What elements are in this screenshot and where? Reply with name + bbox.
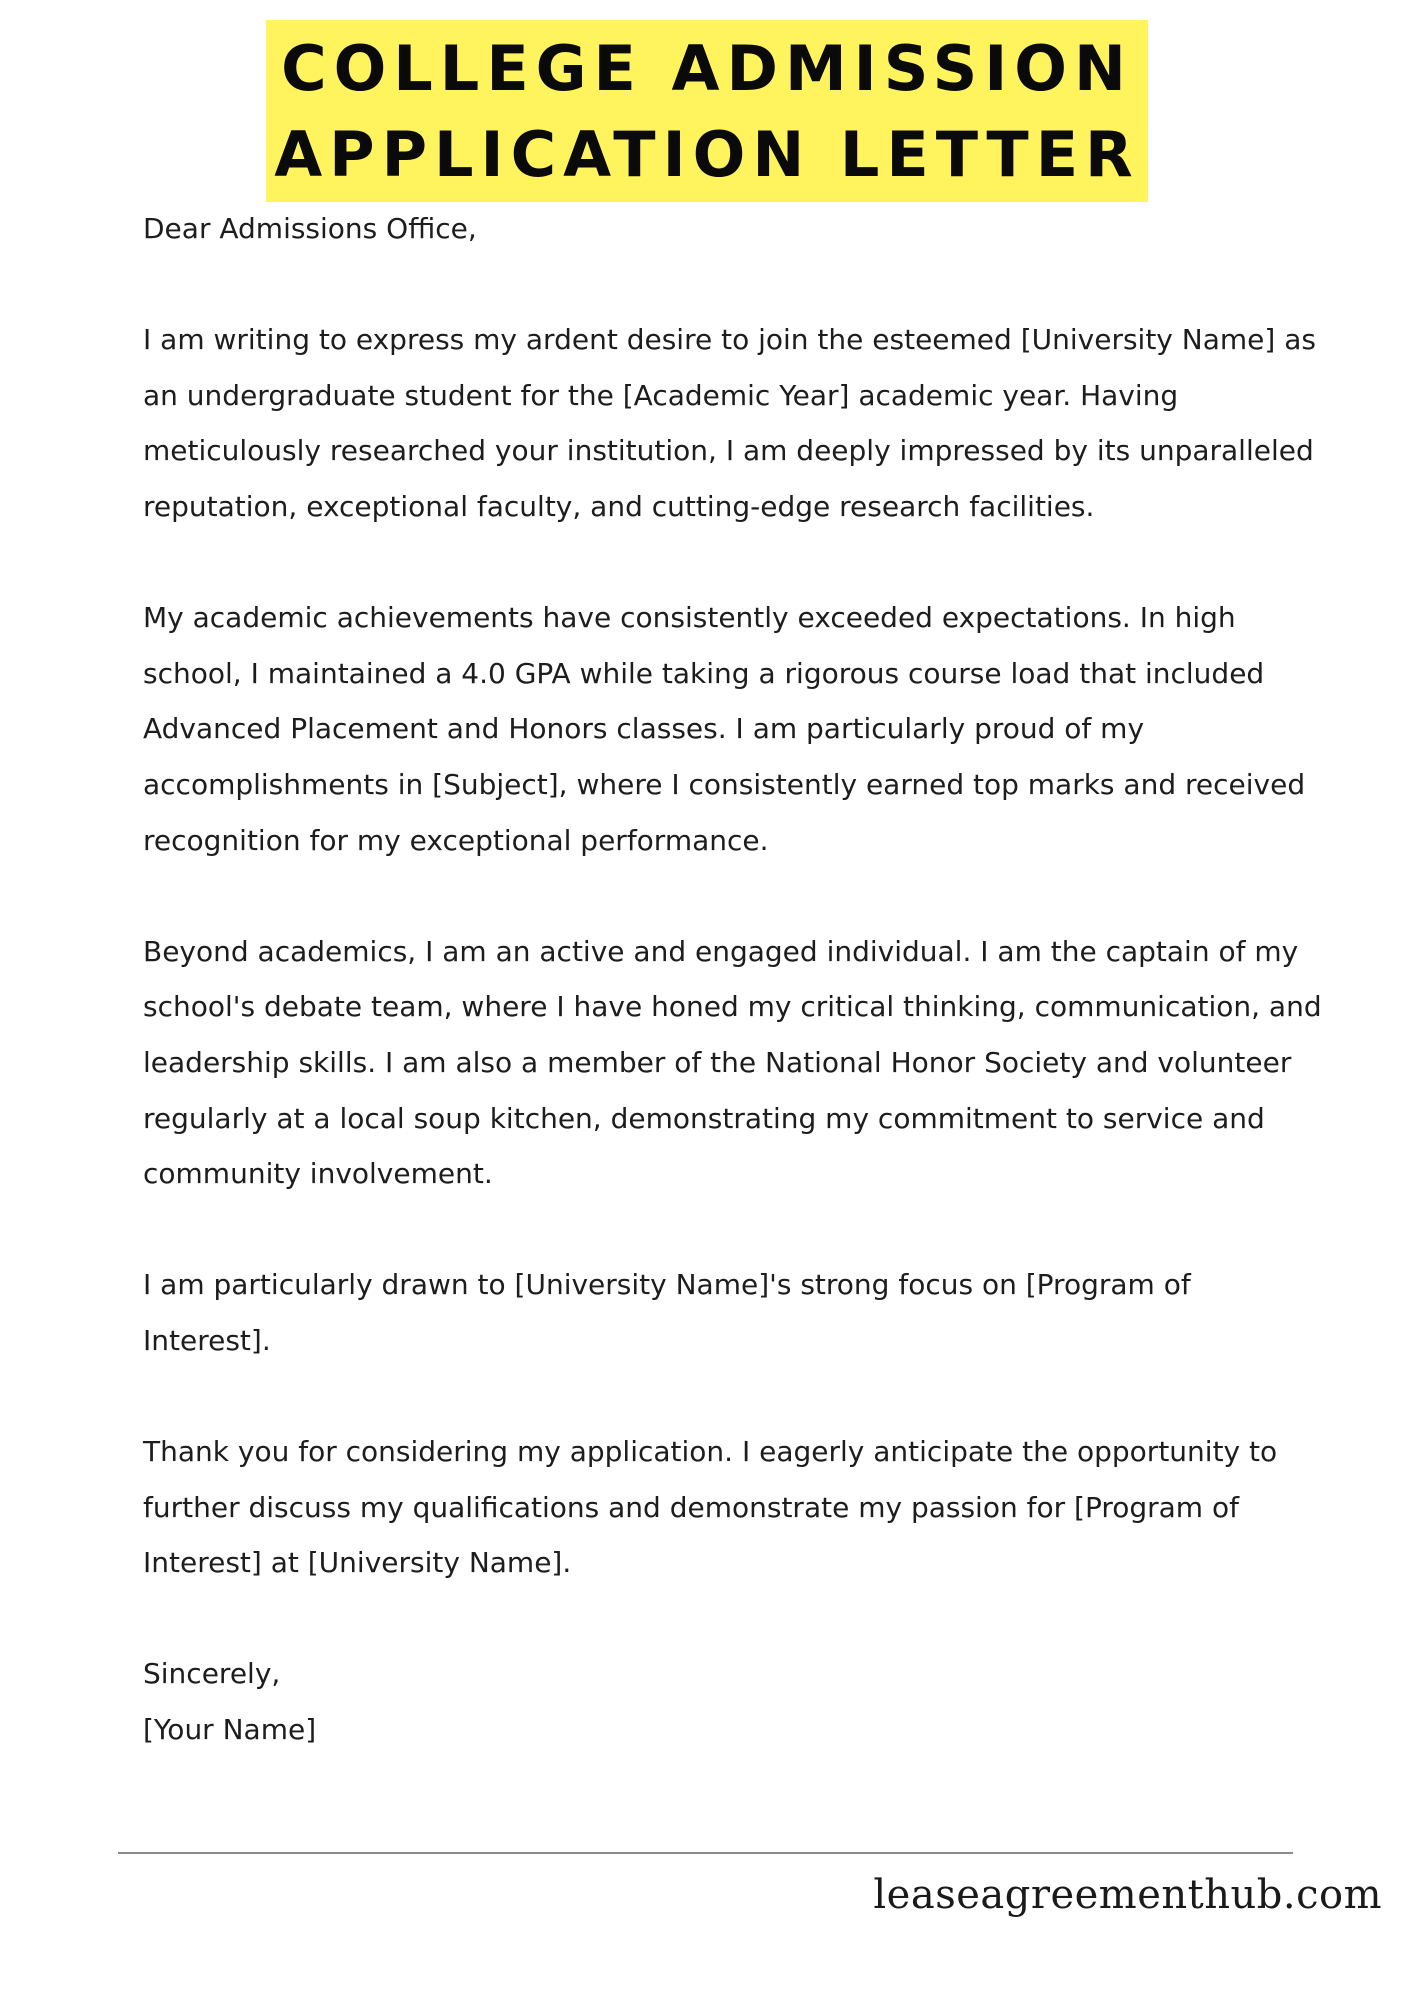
footer-site-name: leaseagreementhub.com: [873, 1872, 1382, 1918]
paragraph-extracurricular: Beyond academics, I am an active and engaged individual. I am the captain of my school's debate team, where I have honed my critical thinking, communication, and leadership skills. I am also a member of the National Honor Society and volunteer regularly at a local soup kitchen, demonstrating my commitment to service and community involvement.: [143, 934, 1322, 1191]
paragraph-intro: I am writing to express my ardent desire to join the esteemed [University Name] as an undergraduate student for the [Academic Year] academic year. Having meticulously researched your institution, I am deeply impressed by its unparalleled reputation, exceptional faculty, and cutting-edge research facilities.: [143, 323, 1316, 523]
title-line-1: COLLEGE ADMISSION: [281, 32, 1133, 105]
letter-body: [143, 201, 1323, 1758]
footer-divider: [118, 1852, 1293, 1854]
paragraph-program-interest: I am particularly drawn to [University Name]'s strong focus on [Program of Interest].: [143, 1268, 1191, 1357]
paragraph-academics: My academic achievements have consistently exceeded expectations. In high school, I maintained a 4.0 GPA while taking a rigorous course load that included Advanced Placement and Honors classes. I am particularly proud of my accomplishments in [Subject], where I consistently earned top marks and received recognition for my exceptional performance.: [143, 601, 1306, 857]
closing-block: [143, 1646, 1323, 1757]
salutation: Dear Admissions Office,: [143, 212, 477, 245]
signature: [Your Name]: [143, 1713, 317, 1747]
closing: Sincerely,: [143, 1657, 281, 1691]
title-header: [0, 20, 1414, 202]
paragraph-thanks: Thank you for considering my application. I eagerly anticipate the opportunity to further discuss my qualifications and demonstrate my passion for [Program of Interest] at [University Name].: [143, 1435, 1278, 1580]
title-highlight-box: [266, 20, 1148, 202]
title-line-2: APPLICATION LETTER: [274, 118, 1140, 191]
